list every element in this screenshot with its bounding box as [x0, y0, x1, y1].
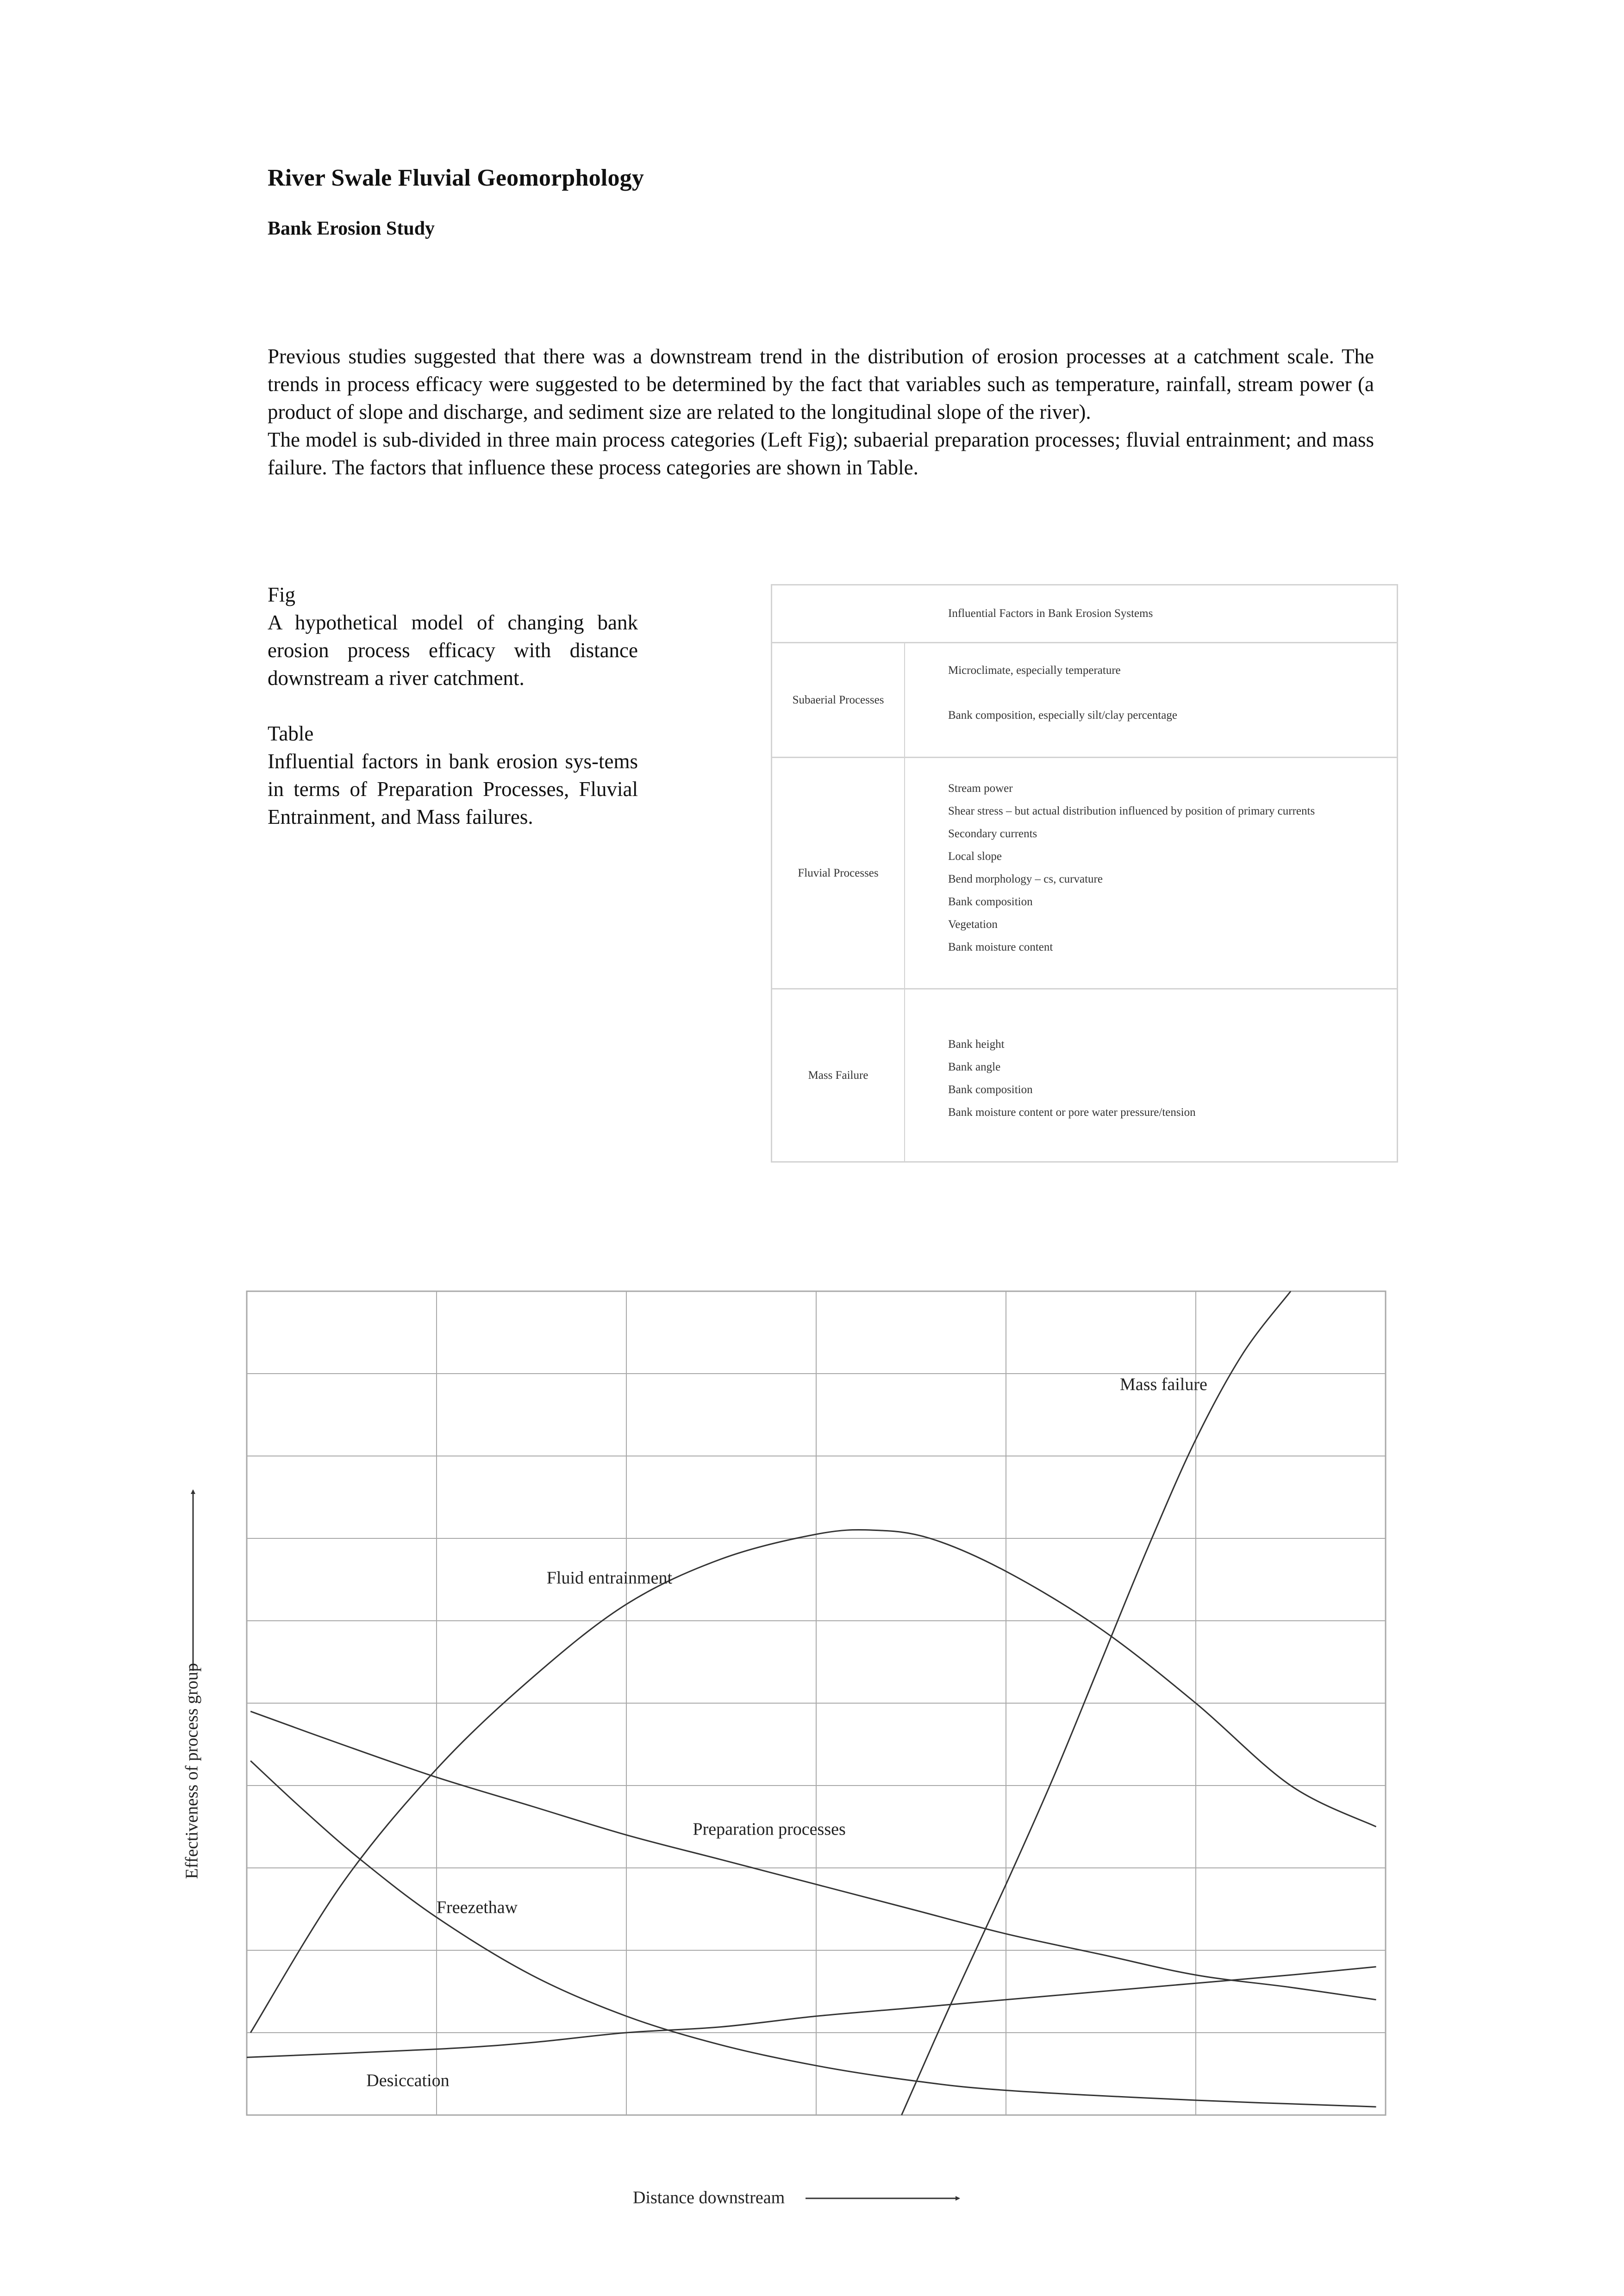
intro-paragraph: Previous studies suggested that there was a downstream trend in the distribution of erosion processes at a catchment scale. The trends in process efficacy were suggested to be determined by the fact that variables such as temperature, rainfall, stream power (a product of slope and discharge, and sediment size are related to the longitudinal slope of the river).: [268, 345, 1374, 423]
table-factor: Secondary currents: [948, 828, 1037, 840]
table-factor: Bank composition: [948, 896, 1033, 908]
table-factor: Bend morphology – cs, curvature: [948, 873, 1103, 885]
series-label-mass-failure: Mass failure: [1120, 1375, 1207, 1394]
x-axis-label: Distance downstream: [633, 2188, 785, 2208]
table-factor: Bank composition: [948, 1083, 1033, 1096]
document-subtitle: Bank Erosion Study: [268, 218, 435, 239]
series-label-preparation-processes: Preparation processes: [693, 1819, 846, 1839]
series-line-desiccation: [247, 1967, 1376, 2058]
series-label-freezethaw: Freezethaw: [437, 1898, 518, 1917]
series-line-freezethaw: [250, 1761, 1376, 2107]
table-factor: Bank moisture content or pore water pressure/tension: [948, 1106, 1196, 1119]
table-caption-heading: Table: [268, 722, 314, 745]
table-category: Mass Failure: [772, 989, 905, 1161]
table-factor: Local slope: [948, 850, 1002, 863]
table-factor: Shear stress – but actual distribution influenced by position of primary currents: [948, 805, 1315, 817]
table-factor: Stream power: [948, 782, 1013, 795]
chart-grid: [247, 1291, 1386, 2115]
table-factor: Bank moisture content: [948, 941, 1053, 953]
table-header: Influential Factors in Bank Erosion Systems: [948, 607, 1153, 620]
intro-paragraph: The model is sub-divided in three main process categories (Left Fig); subaerial preparation processes; fluvial entrainment; and mass failure. The factors that influence these process categories are shown in Table.: [268, 428, 1374, 479]
series-line-preparation-processes: [250, 1711, 1376, 2000]
table-factor: Bank composition, especially silt/clay percentage: [948, 709, 1177, 722]
table-factor: Bank angle: [948, 1061, 1001, 1073]
figure-caption-text: A hypothetical model of changing bank erosion process efficacy with distance downstream a river catchment.: [268, 611, 638, 690]
chart-series-labels: [366, 1375, 1207, 2090]
table-factor: Bank height: [948, 1038, 1005, 1051]
y-axis-label: Effectiveness of process group: [182, 1663, 202, 1879]
table-category: Subaerial Processes: [772, 643, 905, 757]
table-caption-text: Influential factors in bank erosion sys-tems in terms of Preparation Processes, Fluvial Entrainment, and Mass failures.: [268, 750, 638, 828]
table-factor: Microclimate, especially temperature: [948, 664, 1121, 677]
series-line-fluid-entrainment: [250, 1530, 1376, 2033]
document-title: River Swale Fluvial Geomorphology: [268, 165, 644, 191]
table-factor: Vegetation: [948, 918, 998, 931]
table-category: Fluvial Processes: [772, 758, 905, 988]
series-label-fluid-entrainment: Fluid entrainment: [546, 1568, 673, 1588]
figure-caption-heading: Fig: [268, 583, 296, 606]
series-label-desiccation: Desiccation: [366, 2071, 450, 2091]
